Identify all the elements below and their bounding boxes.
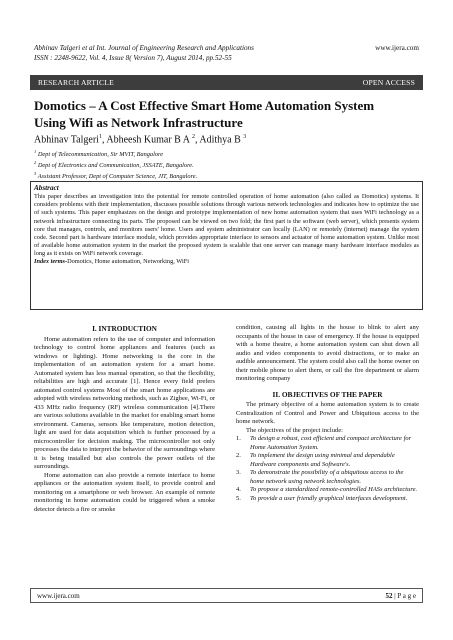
paper-title (34, 98, 419, 132)
abstract-heading: Abstract (34, 184, 59, 192)
author-name: Abheesh Kumar B A (106, 134, 192, 146)
affiliation-text: Dept of Telecommunication, Sir MVIT, Bangalore (36, 151, 163, 159)
index-terms (34, 258, 419, 265)
list-item (236, 435, 419, 452)
journal-issn-line: ISSN : 2248-9622, Vol. 4, Issue 8( Version 7), August 2014, pp.52-55 (34, 53, 232, 62)
author-name: Abhinav Talgeri (34, 134, 99, 146)
intro-paragraph-2: Home automation can also provide a remote interface to home appliances or the automation system itself, to provide control and monitoring on a smartphone or web browser. An example of remote monitoring in home automation could be triggered when a smoke detector detects a fire or smoke (34, 471, 215, 513)
abstract-box (30, 181, 423, 310)
objectives-heading: II. OBJECTIVES OF THE PAPER (272, 389, 383, 399)
list-item (236, 495, 419, 504)
affiliations (34, 149, 197, 181)
author-separator: , (101, 134, 107, 146)
right-column (236, 324, 419, 503)
open-access-label: OPEN ACCESS (362, 78, 415, 87)
affiliation-marker: 3 (34, 170, 37, 176)
author-list (34, 134, 246, 145)
author-affil-marker: 3 (243, 134, 247, 140)
page-footer (30, 588, 423, 603)
author-name: Adithya B (199, 134, 244, 146)
page-number (386, 592, 417, 600)
objectives-intro-line: The objectives of the project include: (246, 426, 343, 434)
list-item-number: 2. (236, 452, 241, 460)
list-item-number: 3. (236, 469, 241, 477)
list-item-text: To implement the design using minimal and dependable Hardware components and Software's. (250, 452, 395, 468)
author-affil-marker: 1 (98, 134, 102, 140)
list-item (236, 486, 419, 495)
affiliation-line (34, 149, 197, 160)
footer-site-link[interactable]: www.ijera.com (37, 591, 80, 600)
author-separator: , (194, 134, 200, 146)
list-item-number: 5. (236, 494, 241, 502)
affiliation-line (34, 160, 197, 171)
list-item-number: 1. (236, 435, 241, 443)
list-item (236, 469, 419, 486)
list-item-number: 4. (236, 486, 241, 494)
article-type-band (30, 75, 423, 90)
list-item-text: To provide a user friendly graphical interfaces development. (250, 494, 408, 502)
paper-title-line-1: Domotics – A Cost Effective Smart Home Automation System (34, 98, 375, 113)
list-item (236, 452, 419, 469)
page-number-suffix: | P a g e (392, 591, 416, 600)
objectives-list (236, 435, 419, 503)
index-terms-label: Index terms- (34, 258, 68, 266)
list-item-text: To propose a standardized remote-controlled HASs architecture. (250, 486, 418, 494)
intro-paragraph-1: Home automation refers to the use of computer and information technology to control home appliances and features (such as windows or lighting). Home networking is the core in the implementation of an automation system for a smart home. Automated system has less manual operation, so that the flexibility, reliabilities are high and accurate [1]. Hence every field prefers automated control systems Most of the smart home applications are adopted with wireless networking methods, such as Zigbee, Wi-Fi, or 433 MHz radio frequency (RF) wireless communication [4].There are various solutions available in the market for enabling smart home environment. Cameras, sensors like temperature, motion detection, light are used for data acquisition which is further processed by a microcontroller for decision making. The microcontroller not only processes the data to interpret the behavior of the surroundings where it is being installed but also controls the power outlets of the surroundings. (34, 335, 215, 471)
journal-citation-line: Abhinav Talgeri et al Int. Journal of Engineering Research and Applications (34, 44, 254, 52)
list-item-text: To design a robust, cost efficient and compact architecture for Home Automation System. (250, 435, 412, 451)
affiliation-text: Assistant Professor, Dept of Computer Science, JIT, Bangalore. (36, 172, 198, 180)
running-header (34, 44, 419, 63)
objectives-paragraph: The primary objective of a home automation system is to create Centralization of Control and Power and Ubiquitous access to the home network. (236, 401, 419, 426)
paper-title-line-2: Using Wifi as Network Infrastructure (34, 114, 243, 130)
affiliation-line (34, 171, 197, 182)
author-affil-marker: 2 (191, 134, 195, 140)
left-column (34, 324, 215, 514)
header-site-link[interactable]: www.ijera.com (375, 44, 419, 52)
affiliation-text: Dept of Electronics and Communication, JSSATE, Bangalore. (36, 161, 194, 169)
introduction-heading: I. INTRODUCTION (92, 324, 157, 333)
list-item-text: To demonstrate the possibility of a ubiquitous access to the home network using network technologies. (250, 469, 404, 485)
intro-paragraph-3: condition, causing all lights in the house to blink to alert any occupants of the house in case of emergency. If the house is equipped with a home theatre, a home automation system can shut down all audio and video components to avoid distractions, or to make an audible announcement. The system could also call the home owner on their mobile phone to alert them, or call the fire department or alarm monitoring company (236, 324, 419, 382)
abstract-body: This paper describes an investigation into the potential for remote controlled operation of home automation (also called as Domotics) systems. It considers problems with their implementation, discusses possible solutions through various network technologies and indicates how to optimize the use of such systems. This paper emphasizes on the design and prototype implementation of new home automation system that uses WiFi technology as a network infrastructure connecting its parts. The proposed can be viewed on two fold; the first part is the software (web server), which presents system core that manages, controls, and monitors users' home. Users and system administrator can locally (LAN) or remotely (internet) manage the system code. Second part is hardware interface module, which provides appropriate interface to sensors and actuator of home automation system. Unlike most of available home automation system in the market the proposed system is scalable that one server can manage many hardware interface modules as long as it exists on WiFi network coverage. (34, 193, 419, 258)
research-article-label: RESEARCH ARTICLE (38, 78, 114, 87)
index-terms-text: Domotics, Home automation, Networking, WiFi (67, 258, 189, 266)
affiliation-marker: 2 (34, 159, 37, 165)
page-number-value: 52 (385, 591, 393, 600)
affiliation-marker: 1 (34, 149, 37, 154)
